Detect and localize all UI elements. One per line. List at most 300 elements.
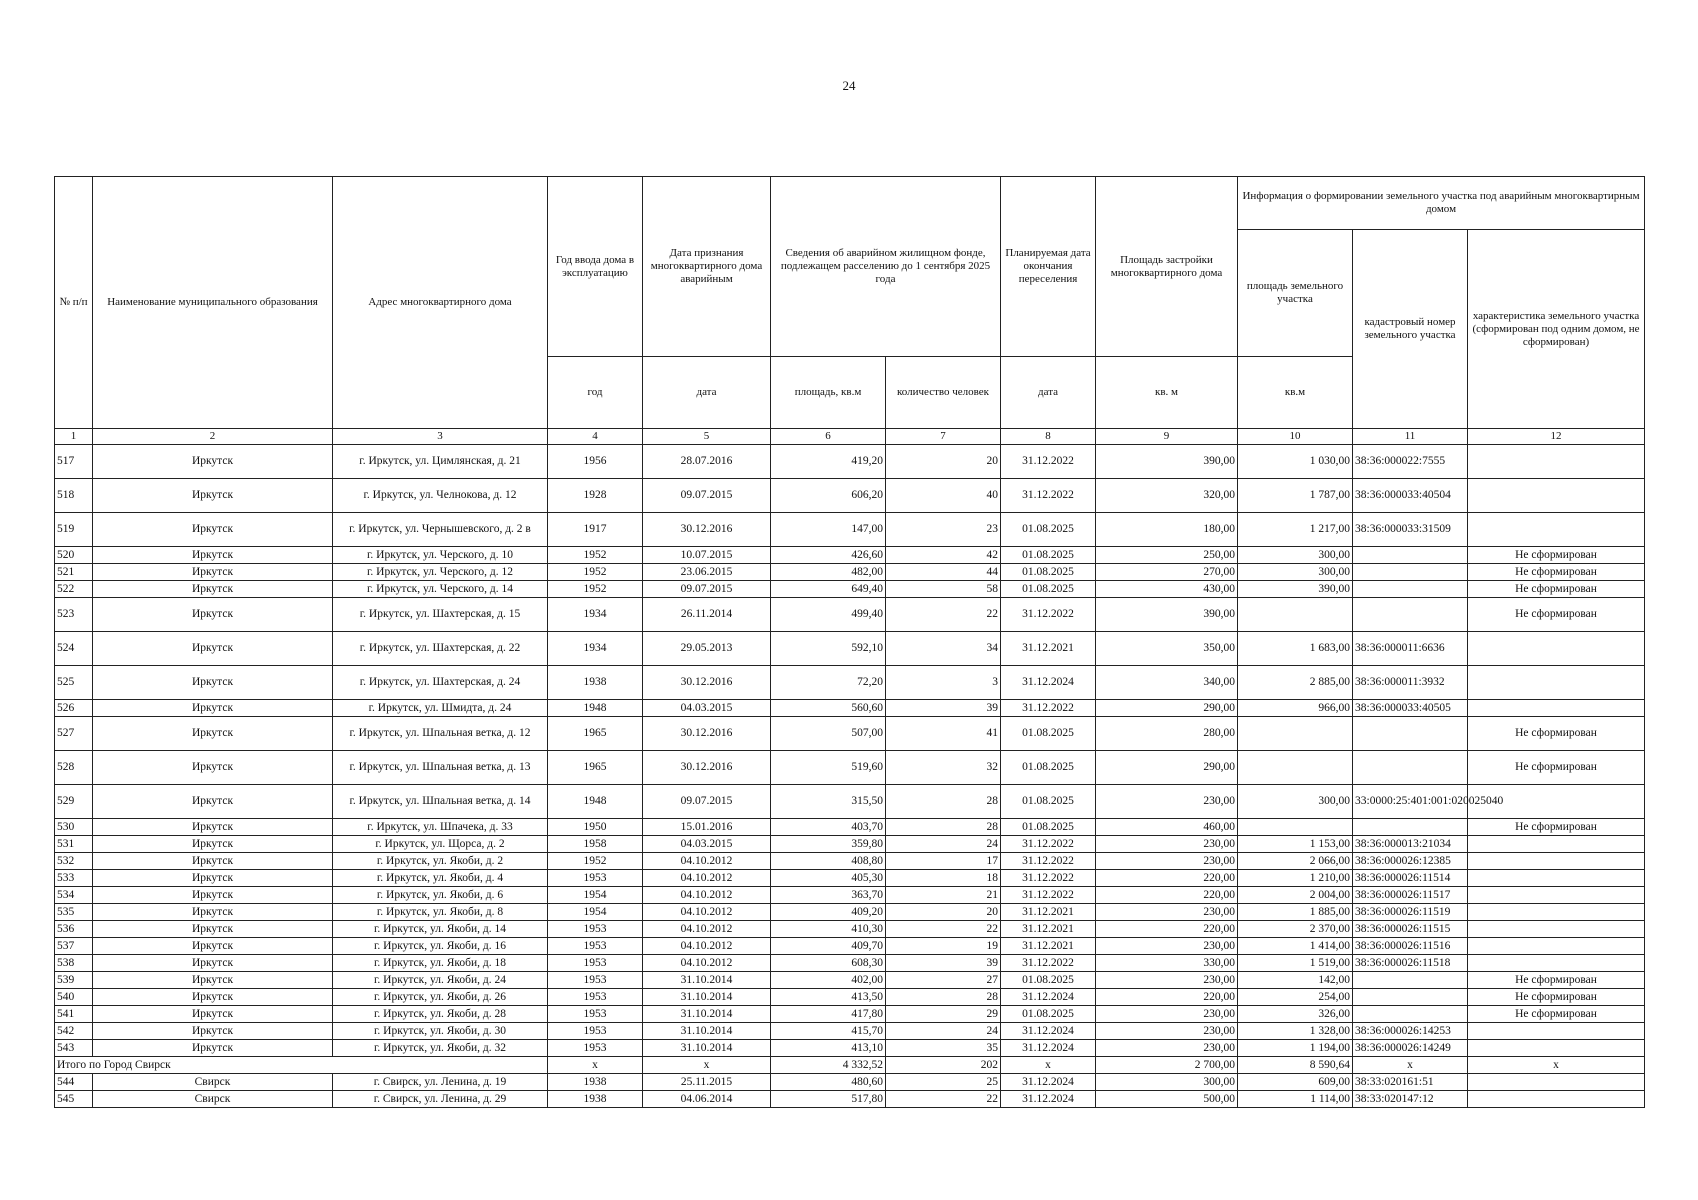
recognition-date-cell: 04.10.2012 bbox=[643, 887, 771, 904]
column-number: 3 bbox=[333, 429, 548, 445]
land-area-cell: 300,00 bbox=[1238, 564, 1353, 581]
column-number: 10 bbox=[1238, 429, 1353, 445]
table-row bbox=[55, 989, 1645, 1006]
year-cell: 1938 bbox=[548, 1074, 643, 1091]
area-cell: 507,00 bbox=[771, 717, 886, 751]
row-number: 526 bbox=[55, 700, 93, 717]
end-date-cell: 31.12.2022 bbox=[1001, 836, 1096, 853]
area-cell: 482,00 bbox=[771, 564, 886, 581]
total-end-cell: x bbox=[1001, 1057, 1096, 1074]
land-area-cell: 2 004,00 bbox=[1238, 887, 1353, 904]
column-number: 7 bbox=[886, 429, 1001, 445]
header-land-char: характеристика земельного участка (сформирован под одним домом, не сформирован) bbox=[1468, 230, 1645, 429]
land-status-cell bbox=[1468, 921, 1645, 938]
address-cell: г. Иркутск, ул. Якоби, д. 26 bbox=[333, 989, 548, 1006]
column-number: 9 bbox=[1096, 429, 1238, 445]
people-cell: 42 bbox=[886, 547, 1001, 564]
year-cell: 1934 bbox=[548, 632, 643, 666]
end-date-cell: 31.12.2024 bbox=[1001, 1040, 1096, 1057]
table-row bbox=[55, 972, 1645, 989]
row-number: 532 bbox=[55, 853, 93, 870]
year-cell: 1953 bbox=[548, 972, 643, 989]
land-status-cell bbox=[1468, 513, 1645, 547]
cadastral-number-cell: 38:36:000026:14253 bbox=[1353, 1023, 1468, 1040]
people-cell: 24 bbox=[886, 836, 1001, 853]
cadastral-number-cell bbox=[1353, 819, 1468, 836]
year-cell: 1952 bbox=[548, 853, 643, 870]
area-cell: 147,00 bbox=[771, 513, 886, 547]
address-cell: г. Иркутск, ул. Черского, д. 10 bbox=[333, 547, 548, 564]
built-area-cell: 230,00 bbox=[1096, 836, 1238, 853]
cadastral-number-cell: 38:36:000022:7555 bbox=[1353, 445, 1468, 479]
recognition-date-cell: 26.11.2014 bbox=[643, 598, 771, 632]
end-date-cell: 01.08.2025 bbox=[1001, 717, 1096, 751]
cadastral-number-cell bbox=[1353, 972, 1468, 989]
built-area-cell: 460,00 bbox=[1096, 819, 1238, 836]
unit-end-date: дата bbox=[1001, 357, 1096, 429]
address-cell: г. Иркутск, ул. Якоби, д. 8 bbox=[333, 904, 548, 921]
cadastral-number-cell: 38:36:000026:12385 bbox=[1353, 853, 1468, 870]
row-number: 530 bbox=[55, 819, 93, 836]
year-cell: 1953 bbox=[548, 1040, 643, 1057]
municipality-cell: Иркутск bbox=[93, 1040, 333, 1057]
recognition-date-cell: 04.10.2012 bbox=[643, 870, 771, 887]
cadastral-number-cell: 38:36:000026:11519 bbox=[1353, 904, 1468, 921]
land-status-cell bbox=[1468, 700, 1645, 717]
end-date-cell: 01.08.2025 bbox=[1001, 1006, 1096, 1023]
people-cell: 25 bbox=[886, 1074, 1001, 1091]
municipality-cell: Иркутск bbox=[93, 598, 333, 632]
area-cell: 413,50 bbox=[771, 989, 886, 1006]
cadastral-number-cell: 38:36:000026:14249 bbox=[1353, 1040, 1468, 1057]
table-row bbox=[55, 819, 1645, 836]
built-area-cell: 220,00 bbox=[1096, 989, 1238, 1006]
area-cell: 608,30 bbox=[771, 955, 886, 972]
end-date-cell: 31.12.2022 bbox=[1001, 598, 1096, 632]
land-status-cell bbox=[1468, 666, 1645, 700]
built-area-cell: 230,00 bbox=[1096, 1006, 1238, 1023]
land-status-cell: Не сформирован bbox=[1468, 717, 1645, 751]
land-area-cell: 1 885,00 bbox=[1238, 904, 1353, 921]
total-label: Итого по Город Свирск bbox=[55, 1057, 548, 1074]
people-cell: 28 bbox=[886, 785, 1001, 819]
address-cell: г. Свирск, ул. Ленина, д. 29 bbox=[333, 1091, 548, 1108]
built-area-cell: 340,00 bbox=[1096, 666, 1238, 700]
built-area-cell: 230,00 bbox=[1096, 938, 1238, 955]
area-cell: 517,80 bbox=[771, 1091, 886, 1108]
land-area-cell: 1 519,00 bbox=[1238, 955, 1353, 972]
year-cell: 1952 bbox=[548, 581, 643, 598]
row-number: 545 bbox=[55, 1091, 93, 1108]
cadastral-number-cell: 38:33:020161:51 bbox=[1353, 1074, 1468, 1091]
table-row bbox=[55, 445, 1645, 479]
municipality-cell: Свирск bbox=[93, 1091, 333, 1108]
table-row bbox=[55, 1074, 1645, 1091]
municipality-cell: Иркутск bbox=[93, 1006, 333, 1023]
address-cell: г. Иркутск, ул. Шпальная ветка, д. 14 bbox=[333, 785, 548, 819]
built-area-cell: 290,00 bbox=[1096, 751, 1238, 785]
land-area-cell: 1 787,00 bbox=[1238, 479, 1353, 513]
address-cell: г. Иркутск, ул. Чернышевского, д. 2 в bbox=[333, 513, 548, 547]
built-area-cell: 220,00 bbox=[1096, 921, 1238, 938]
year-cell: 1948 bbox=[548, 785, 643, 819]
end-date-cell: 01.08.2025 bbox=[1001, 751, 1096, 785]
row-number: 534 bbox=[55, 887, 93, 904]
recognition-date-cell: 09.07.2015 bbox=[643, 785, 771, 819]
cadastral-number-cell: 38:36:000026:11518 bbox=[1353, 955, 1468, 972]
end-date-cell: 31.12.2022 bbox=[1001, 479, 1096, 513]
year-cell: 1934 bbox=[548, 598, 643, 632]
people-cell: 22 bbox=[886, 1091, 1001, 1108]
unit-built-area: кв. м bbox=[1096, 357, 1238, 429]
table-row bbox=[55, 479, 1645, 513]
municipality-cell: Иркутск bbox=[93, 632, 333, 666]
people-cell: 28 bbox=[886, 989, 1001, 1006]
recognition-date-cell: 10.07.2015 bbox=[643, 547, 771, 564]
row-number: 518 bbox=[55, 479, 93, 513]
address-cell: г. Иркутск, ул. Щорса, д. 2 bbox=[333, 836, 548, 853]
table-row bbox=[55, 717, 1645, 751]
header-cadastral: кадастровый номер земельного участка bbox=[1353, 230, 1468, 429]
people-cell: 19 bbox=[886, 938, 1001, 955]
table-row bbox=[55, 887, 1645, 904]
header-municipality: Наименование муниципального образования bbox=[93, 177, 333, 429]
people-cell: 44 bbox=[886, 564, 1001, 581]
table-row bbox=[55, 921, 1645, 938]
recognition-date-cell: 30.12.2016 bbox=[643, 717, 771, 751]
end-date-cell: 01.08.2025 bbox=[1001, 547, 1096, 564]
municipality-cell: Иркутск bbox=[93, 581, 333, 598]
built-area-cell: 230,00 bbox=[1096, 853, 1238, 870]
total-year-cell: x bbox=[548, 1057, 643, 1074]
land-status-cell bbox=[1468, 1074, 1645, 1091]
table-row bbox=[55, 632, 1645, 666]
area-cell: 315,50 bbox=[771, 785, 886, 819]
built-area-cell: 230,00 bbox=[1096, 1023, 1238, 1040]
recognition-date-cell: 15.01.2016 bbox=[643, 819, 771, 836]
people-cell: 32 bbox=[886, 751, 1001, 785]
recognition-date-cell: 30.12.2016 bbox=[643, 751, 771, 785]
land-area-cell: 2 885,00 bbox=[1238, 666, 1353, 700]
address-cell: г. Иркутск, ул. Якоби, д. 24 bbox=[333, 972, 548, 989]
municipality-cell: Иркутск bbox=[93, 513, 333, 547]
header-col-num: № п/п bbox=[55, 177, 93, 429]
land-area-cell: 1 114,00 bbox=[1238, 1091, 1353, 1108]
land-status-cell bbox=[1468, 955, 1645, 972]
built-area-cell: 250,00 bbox=[1096, 547, 1238, 564]
land-area-cell bbox=[1238, 751, 1353, 785]
table-row bbox=[55, 1006, 1645, 1023]
area-cell: 519,60 bbox=[771, 751, 886, 785]
cadastral-number-cell: 38:36:000026:11516 bbox=[1353, 938, 1468, 955]
column-number: 12 bbox=[1468, 429, 1645, 445]
total-char-cell: x bbox=[1468, 1057, 1645, 1074]
cadastral-number-cell bbox=[1353, 598, 1468, 632]
municipality-cell: Иркутск bbox=[93, 938, 333, 955]
built-area-cell: 390,00 bbox=[1096, 445, 1238, 479]
municipality-cell: Иркутск bbox=[93, 666, 333, 700]
area-cell: 408,80 bbox=[771, 853, 886, 870]
area-cell: 410,30 bbox=[771, 921, 886, 938]
address-cell: г. Иркутск, ул. Шахтерская, д. 15 bbox=[333, 598, 548, 632]
address-cell: г. Иркутск, ул. Шахтерская, д. 22 bbox=[333, 632, 548, 666]
land-area-cell: 1 414,00 bbox=[1238, 938, 1353, 955]
address-cell: г. Иркутск, ул. Цимлянская, д. 21 bbox=[333, 445, 548, 479]
row-number: 522 bbox=[55, 581, 93, 598]
built-area-cell: 320,00 bbox=[1096, 479, 1238, 513]
municipality-cell: Иркутск bbox=[93, 751, 333, 785]
address-cell: г. Иркутск, ул. Якоби, д. 28 bbox=[333, 1006, 548, 1023]
land-area-cell: 1 217,00 bbox=[1238, 513, 1353, 547]
land-area-cell: 1 210,00 bbox=[1238, 870, 1353, 887]
area-cell: 409,20 bbox=[771, 904, 886, 921]
page-number: 24 bbox=[842, 78, 856, 93]
area-cell: 649,40 bbox=[771, 581, 886, 598]
municipality-cell: Иркутск bbox=[93, 921, 333, 938]
row-number: 537 bbox=[55, 938, 93, 955]
land-area-cell bbox=[1238, 819, 1353, 836]
end-date-cell: 31.12.2021 bbox=[1001, 632, 1096, 666]
header-land-info: Информация о формировании земельного участка под аварийным многоквартирным домом bbox=[1238, 177, 1645, 230]
end-date-cell: 01.08.2025 bbox=[1001, 785, 1096, 819]
recognition-date-cell: 31.10.2014 bbox=[643, 1023, 771, 1040]
year-cell: 1938 bbox=[548, 1091, 643, 1108]
cadastral-number-cell: 38:36:000011:6636 bbox=[1353, 632, 1468, 666]
recognition-date-cell: 28.07.2016 bbox=[643, 445, 771, 479]
area-cell: 403,70 bbox=[771, 819, 886, 836]
recognition-date-cell: 04.03.2015 bbox=[643, 700, 771, 717]
recognition-date-cell: 29.05.2013 bbox=[643, 632, 771, 666]
built-area-cell: 350,00 bbox=[1096, 632, 1238, 666]
people-cell: 21 bbox=[886, 887, 1001, 904]
land-status-cell: Не сформирован bbox=[1468, 547, 1645, 564]
total-area-cell: 4 332,52 bbox=[771, 1057, 886, 1074]
people-cell: 28 bbox=[886, 819, 1001, 836]
recognition-date-cell: 04.10.2012 bbox=[643, 853, 771, 870]
header-planned-end: Планируемая дата окончания переселения bbox=[1001, 177, 1096, 357]
year-cell: 1953 bbox=[548, 938, 643, 955]
row-number: 536 bbox=[55, 921, 93, 938]
address-cell: г. Иркутск, ул. Якоби, д. 32 bbox=[333, 1040, 548, 1057]
land-status-cell bbox=[1468, 853, 1645, 870]
land-area-cell: 326,00 bbox=[1238, 1006, 1353, 1023]
table-row bbox=[55, 700, 1645, 717]
cadastral-number-cell: 38:36:000033:40505 bbox=[1353, 700, 1468, 717]
year-cell: 1953 bbox=[548, 870, 643, 887]
address-cell: г. Иркутск, ул. Шпальная ветка, д. 13 bbox=[333, 751, 548, 785]
row-number: 538 bbox=[55, 955, 93, 972]
table-row bbox=[55, 836, 1645, 853]
table-row bbox=[55, 1091, 1645, 1108]
table-row bbox=[55, 904, 1645, 921]
row-number: 542 bbox=[55, 1023, 93, 1040]
year-cell: 1954 bbox=[548, 904, 643, 921]
total-date-cell: x bbox=[643, 1057, 771, 1074]
land-area-cell: 1 683,00 bbox=[1238, 632, 1353, 666]
end-date-cell: 31.12.2024 bbox=[1001, 1023, 1096, 1040]
end-date-cell: 01.08.2025 bbox=[1001, 972, 1096, 989]
cadastral-number-cell: 38:36:000033:40504 bbox=[1353, 479, 1468, 513]
header-address: Адрес многоквартирного дома bbox=[333, 177, 548, 429]
cadastral-number-cell: 38:36:000026:11515 bbox=[1353, 921, 1468, 938]
area-cell: 72,20 bbox=[771, 666, 886, 700]
recognition-date-cell: 04.10.2012 bbox=[643, 938, 771, 955]
municipality-cell: Иркутск bbox=[93, 785, 333, 819]
land-status-cell bbox=[1468, 445, 1645, 479]
column-number: 4 bbox=[548, 429, 643, 445]
year-cell: 1953 bbox=[548, 1006, 643, 1023]
land-status-cell: Не сформирован bbox=[1468, 581, 1645, 598]
table-row bbox=[55, 870, 1645, 887]
land-status-cell: Не сформирован bbox=[1468, 819, 1645, 836]
built-area-cell: 180,00 bbox=[1096, 513, 1238, 547]
year-cell: 1950 bbox=[548, 819, 643, 836]
end-date-cell: 31.12.2021 bbox=[1001, 904, 1096, 921]
year-cell: 1917 bbox=[548, 513, 643, 547]
people-cell: 23 bbox=[886, 513, 1001, 547]
column-number: 1 bbox=[55, 429, 93, 445]
cadastral-number-cell bbox=[1353, 581, 1468, 598]
area-cell: 499,40 bbox=[771, 598, 886, 632]
row-number: 521 bbox=[55, 564, 93, 581]
land-area-cell: 1 328,00 bbox=[1238, 1023, 1353, 1040]
people-cell: 17 bbox=[886, 853, 1001, 870]
year-cell: 1954 bbox=[548, 887, 643, 904]
column-number: 5 bbox=[643, 429, 771, 445]
municipality-cell: Иркутск bbox=[93, 853, 333, 870]
land-status-cell bbox=[1468, 938, 1645, 955]
land-status-cell: Не сформирован bbox=[1468, 972, 1645, 989]
land-area-cell: 966,00 bbox=[1238, 700, 1353, 717]
table-row bbox=[55, 598, 1645, 632]
end-date-cell: 31.12.2022 bbox=[1001, 700, 1096, 717]
recognition-date-cell: 30.12.2016 bbox=[643, 666, 771, 700]
year-cell: 1953 bbox=[548, 1023, 643, 1040]
cadastral-number-cell: 38:36:000026:11514 bbox=[1353, 870, 1468, 887]
municipality-cell: Иркутск bbox=[93, 870, 333, 887]
built-area-cell: 220,00 bbox=[1096, 870, 1238, 887]
built-area-cell: 220,00 bbox=[1096, 887, 1238, 904]
address-cell: г. Иркутск, ул. Шмидта, д. 24 bbox=[333, 700, 548, 717]
address-cell: г. Иркутск, ул. Якоби, д. 2 bbox=[333, 853, 548, 870]
land-status-cell bbox=[1468, 1091, 1645, 1108]
area-cell: 359,80 bbox=[771, 836, 886, 853]
cadastral-number-cell: 33:0000:25:401:001:020025040 bbox=[1353, 785, 1468, 819]
area-cell: 409,70 bbox=[771, 938, 886, 955]
end-date-cell: 31.12.2022 bbox=[1001, 853, 1096, 870]
recognition-date-cell: 04.10.2012 bbox=[643, 955, 771, 972]
land-area-cell: 390,00 bbox=[1238, 581, 1353, 598]
land-status-cell bbox=[1468, 887, 1645, 904]
row-number: 531 bbox=[55, 836, 93, 853]
municipality-cell: Иркутск bbox=[93, 1023, 333, 1040]
built-area-cell: 270,00 bbox=[1096, 564, 1238, 581]
address-cell: г. Иркутск, ул. Черского, д. 14 bbox=[333, 581, 548, 598]
end-date-cell: 31.12.2024 bbox=[1001, 1091, 1096, 1108]
address-cell: г. Иркутск, ул. Черского, д. 12 bbox=[333, 564, 548, 581]
land-status-cell bbox=[1468, 870, 1645, 887]
table-row bbox=[55, 1040, 1645, 1057]
area-cell: 606,20 bbox=[771, 479, 886, 513]
municipality-cell: Иркутск bbox=[93, 904, 333, 921]
land-area-cell: 1 030,00 bbox=[1238, 445, 1353, 479]
land-status-cell bbox=[1468, 904, 1645, 921]
recognition-date-cell: 04.10.2012 bbox=[643, 921, 771, 938]
total-built-cell: 2 700,00 bbox=[1096, 1057, 1238, 1074]
recognition-date-cell: 09.07.2015 bbox=[643, 479, 771, 513]
area-cell: 426,60 bbox=[771, 547, 886, 564]
column-number: 6 bbox=[771, 429, 886, 445]
unit-year: год bbox=[548, 357, 643, 429]
end-date-cell: 31.12.2022 bbox=[1001, 870, 1096, 887]
people-cell: 20 bbox=[886, 445, 1001, 479]
municipality-cell: Иркутск bbox=[93, 445, 333, 479]
year-cell: 1938 bbox=[548, 666, 643, 700]
end-date-cell: 31.12.2024 bbox=[1001, 989, 1096, 1006]
built-area-cell: 330,00 bbox=[1096, 955, 1238, 972]
cadastral-number-cell bbox=[1353, 547, 1468, 564]
built-area-cell: 390,00 bbox=[1096, 598, 1238, 632]
year-cell: 1965 bbox=[548, 751, 643, 785]
municipality-cell: Иркутск bbox=[93, 700, 333, 717]
people-cell: 29 bbox=[886, 1006, 1001, 1023]
municipality-cell: Иркутск bbox=[93, 717, 333, 751]
address-cell: г. Иркутск, ул. Якоби, д. 30 bbox=[333, 1023, 548, 1040]
land-status-cell bbox=[1468, 836, 1645, 853]
land-status-cell bbox=[1468, 1023, 1645, 1040]
end-date-cell: 31.12.2021 bbox=[1001, 938, 1096, 955]
column-numbers-row bbox=[55, 429, 1645, 445]
table-body bbox=[55, 445, 1645, 1108]
address-cell: г. Иркутск, ул. Шахтерская, д. 24 bbox=[333, 666, 548, 700]
row-number: 539 bbox=[55, 972, 93, 989]
end-date-cell: 01.08.2025 bbox=[1001, 819, 1096, 836]
built-area-cell: 290,00 bbox=[1096, 700, 1238, 717]
area-cell: 560,60 bbox=[771, 700, 886, 717]
cadastral-number-cell: 38:36:000026:11517 bbox=[1353, 887, 1468, 904]
address-cell: г. Иркутск, ул. Якоби, д. 6 bbox=[333, 887, 548, 904]
year-cell: 1953 bbox=[548, 955, 643, 972]
header-year: Год ввода дома в эксплуатацию bbox=[548, 177, 643, 357]
municipality-cell: Иркутск bbox=[93, 564, 333, 581]
year-cell: 1965 bbox=[548, 717, 643, 751]
recognition-date-cell: 31.10.2014 bbox=[643, 989, 771, 1006]
land-area-cell: 300,00 bbox=[1238, 785, 1353, 819]
end-date-cell: 31.12.2022 bbox=[1001, 887, 1096, 904]
area-cell: 417,80 bbox=[771, 1006, 886, 1023]
land-area-cell: 1 194,00 bbox=[1238, 1040, 1353, 1057]
land-area-cell: 300,00 bbox=[1238, 547, 1353, 564]
row-number: 544 bbox=[55, 1074, 93, 1091]
row-number: 520 bbox=[55, 547, 93, 564]
row-number: 527 bbox=[55, 717, 93, 751]
cadastral-number-cell: 38:33:020147:12 bbox=[1353, 1091, 1468, 1108]
municipality-cell: Свирск bbox=[93, 1074, 333, 1091]
land-status-cell: Не сформирован bbox=[1468, 598, 1645, 632]
municipality-cell: Иркутск bbox=[93, 479, 333, 513]
total-cad-cell: x bbox=[1353, 1057, 1468, 1074]
table-row bbox=[55, 547, 1645, 564]
table-row bbox=[55, 666, 1645, 700]
built-area-cell: 280,00 bbox=[1096, 717, 1238, 751]
recognition-date-cell: 04.03.2015 bbox=[643, 836, 771, 853]
header-land-area: площадь земельного участка bbox=[1238, 230, 1353, 357]
people-cell: 35 bbox=[886, 1040, 1001, 1057]
built-area-cell: 500,00 bbox=[1096, 1091, 1238, 1108]
table-row bbox=[55, 1023, 1645, 1040]
row-number: 525 bbox=[55, 666, 93, 700]
end-date-cell: 31.12.2024 bbox=[1001, 1074, 1096, 1091]
